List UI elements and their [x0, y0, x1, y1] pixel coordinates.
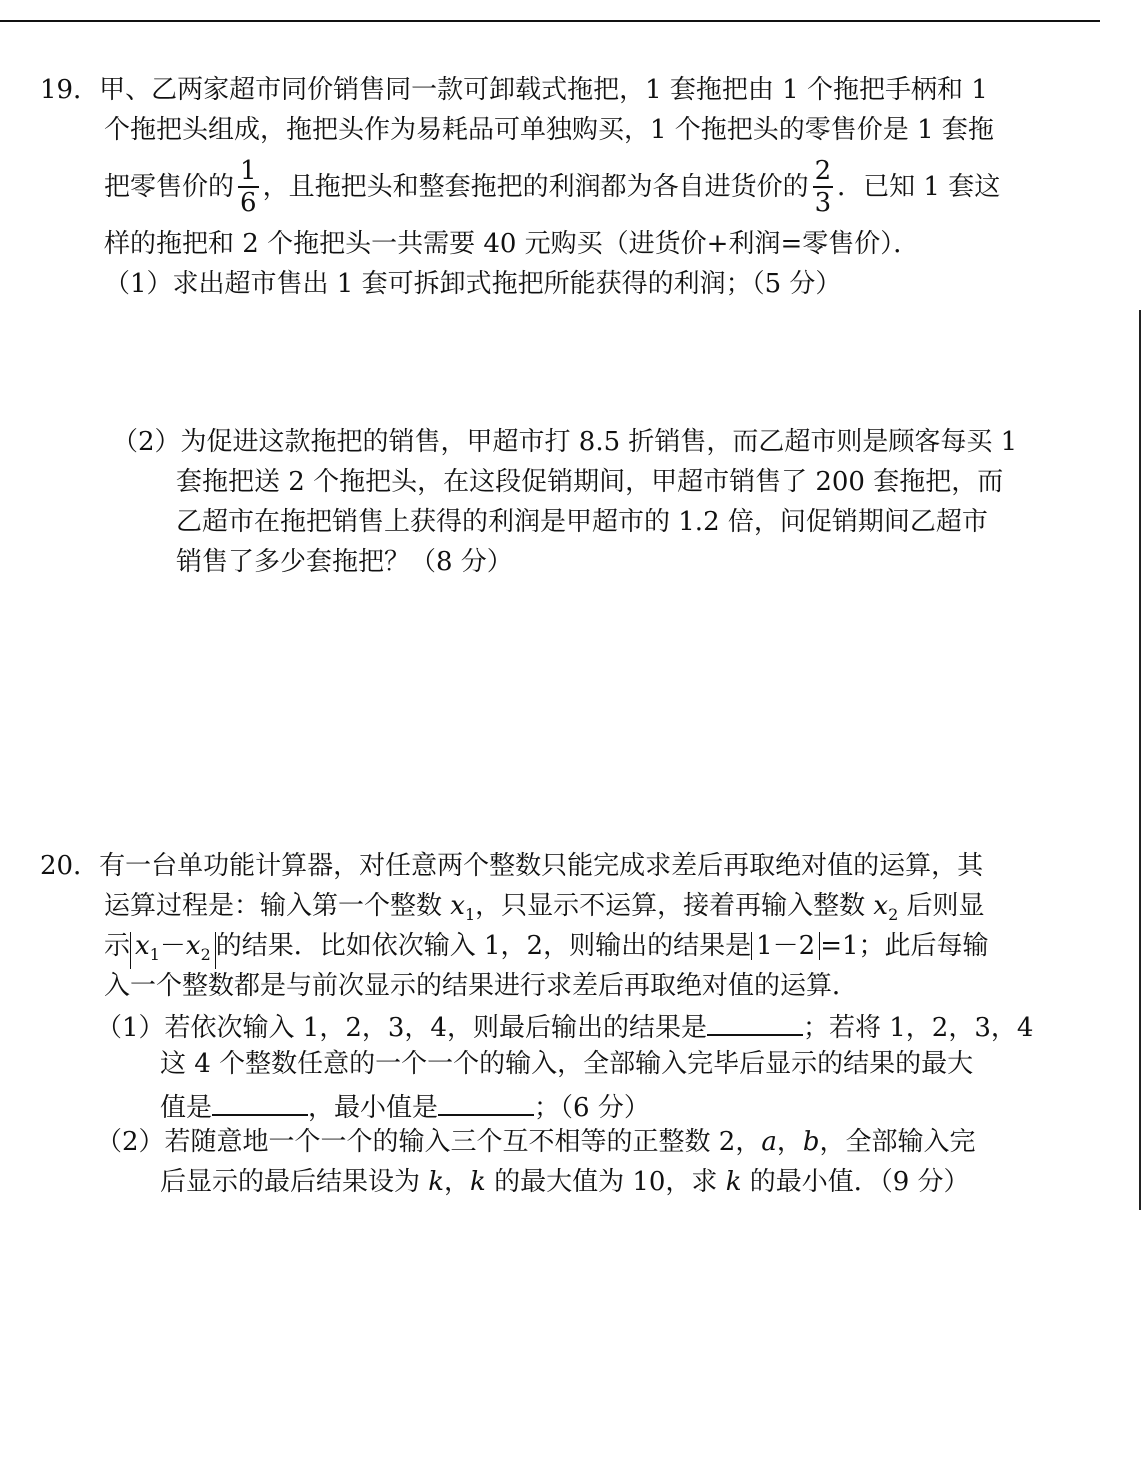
top-rule: [0, 20, 1100, 22]
q20-line3: 示 $x_1-x_2$ 的结果．比如依次输入 1，2，则输出的结果是 1－2 =1；此后每输: [104, 928, 989, 964]
q19-line1: 19．甲、乙两家超市同价销售同一款可卸载式拖把，1 套拖把由 1 个拖把手柄和 1: [40, 75, 988, 105]
side-rule: [1139, 310, 1141, 1210]
q19-line3: 把零售价的 $\frac{1}{6}$ ，且拖把头和整套拖把的利润都为各自进货价的 $\frac{2}{3}$ ．已知 1 套这: [104, 156, 1001, 218]
q20-line1: 20．有一台单功能计算器，对任意两个整数只能完成求差后再取绝对值的运算，其: [40, 851, 984, 881]
abs-example: 1－2: [751, 932, 820, 960]
answer-blank-min[interactable]: [438, 1086, 534, 1116]
q20-number: 20．: [40, 851, 100, 881]
q19-number: 19．: [40, 75, 100, 105]
q19-part2-line3: 乙超市在拖把销售上获得的利润是甲超市的 1.2 倍，问促销期间乙超市: [176, 507, 988, 537]
q20-line2: 运算过程是：输入第一个整数 $x_1$，只显示不运算，接着再输入整数 $x_2$ 后则显: [104, 891, 985, 925]
abs-x1-minus-x2: $x_1-x_2$: [130, 932, 216, 969]
q20-part2-line2: 后显示的最后结果设为 k，k 的最大值为 10，求 k 的最小值．（9 分）: [160, 1167, 970, 1197]
fraction-one-sixth: $\frac{1}{6}$: [240, 156, 257, 218]
answer-blank-1[interactable]: [707, 1006, 803, 1036]
q20-part1-line2: 这 4 个整数任意的一个一个的输入，全部输入完毕后显示的结果的最大: [160, 1049, 974, 1079]
answer-blank-max[interactable]: [212, 1086, 308, 1116]
q20-part2-line1: （2）若随意地一个一个的输入三个互不相等的正整数 2，a，b，全部输入完: [96, 1127, 976, 1157]
q19-part2-line2: 套拖把送 2 个拖把头，在这段促销期间，甲超市销售了 200 套拖把，而: [176, 467, 1004, 497]
q19-line2: 个拖把头组成，拖把头作为易耗品可单独购买，1 个拖把头的零售价是 1 套拖: [104, 115, 994, 145]
q20-line4: 入一个整数都是与前次显示的结果进行求差后再取绝对值的运算．: [104, 971, 859, 1001]
q19-line4: 样的拖把和 2 个拖把头一共需要 40 元购买（进货价+利润=零售价）．: [104, 229, 920, 259]
fraction-two-thirds: $\frac{2}{3}$: [814, 156, 832, 218]
q19-part1: （1）求出超市售出 1 套可拆卸式拖把所能获得的利润；（5 分）: [104, 269, 842, 299]
q19-part2-line1: （2）为促进这款拖把的销售，甲超市打 8.5 折销售，而乙超市则是顾客每买 1: [112, 427, 1018, 457]
q19-part2-line4: 销售了多少套拖把？（8 分）: [176, 547, 513, 577]
q20-part1-line3: 值是 ，最小值是 ；（6 分）: [160, 1086, 650, 1122]
q20-part1-line1: （1）若依次输入 1，2，3，4，则最后输出的结果是 ；若将 1，2，3，4: [96, 1006, 1033, 1042]
